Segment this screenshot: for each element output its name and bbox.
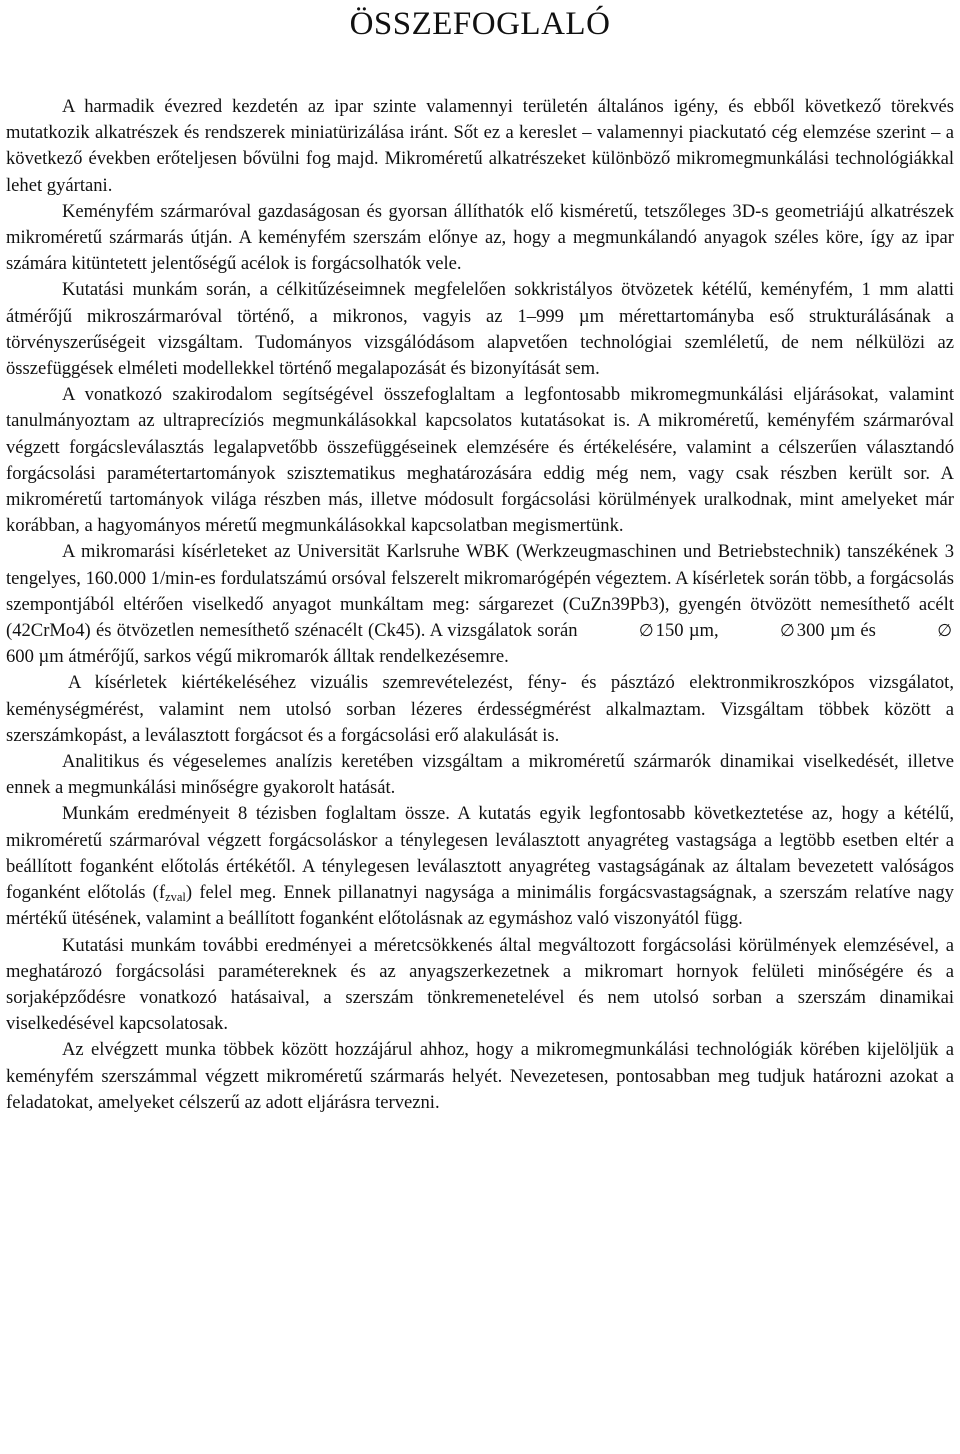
diameter-symbol-icon: ∅ [937,621,952,641]
paragraph-3: Kutatási munkám során, a célkitűzéseimnek megfelelően sokkristályos ötvözetek kétélű, keményfém, 1 mm alatti átmérőjű mikroszármaróval történő, a mikronos, vagyis az 1–999 µm mérettartományba eső strukturálásának a törvényszerűségeit vizsgáltam. Tudományos vizsgálódásom alapvetően technológiai szemléletű, de nem nélkülözi az összefüggések elméleti modellekkel történő megalapozását és bizonyítását sem. [6,279,954,380]
feed-subscript: zval [165,890,186,905]
paragraph-8 [6,801,954,932]
paragraph-10: Az elvégzett munka többek között hozzájárul ahhoz, hogy a mikromegmunkálási technológiák körében kijelöljük a keményfém szerszámmal végzett mikroméretű szármarás helyét. Nevezetesen, pontosabban meg tudjuk határozni azokat a feladatokat, amelyeket célszerű az adott eljárásra tervezni. [6,1039,954,1113]
paragraph-5-text: A mikromarási kísérleteket az Universität Karlsruhe WBK (Werkzeugmaschinen und Betriebstechnik) tanszékének 3 tengelyes, 160.000 1/min-es fordulatszámú orsóval felszerelt mikromarógépén végeztem. A kísérletek során több, a forgácsolás szempontjából eltérően viselkedő anyagot munkáltam meg: sárgarezet (CuZn39Pb3), gyengén ötvözött nemesíthető acélt (42CrMo4) és ötvözetlen nemesíthető szénacélt (Ck45). A vizsgálatok során [6,541,954,642]
paragraph-4: A vonatkozó szakirodalom segítségével összefoglaltam a legfontosabb mikromegmunkálási eljárásokat, valamint tanulmányoztam az ultraprecíziós megmunkálásokkal kapcsolatos kutatásokat is. A mikroméretű, keményfém szármaróval végzett forgácsleválasztás legalapvetőbb összefüggéseinek elemzésére és értékelésére, valamint a célszerűen választandó forgácsolási paramétertartományok szisztematikus meghatározására eddig még nem, vagy csak részben került sor. A mikroméretű tartományok világa részben más, illetve módosult forgácsolási körülmények uralkodnak, mint amelyeket már korábban, a hagyományos méretű megmunkálásokkal kapcsolatban megismertünk. [6,384,954,537]
document-body [6,94,954,1116]
paragraph-7: Analitikus és végeselemes analízis keretében vizsgáltam a mikroméretű szármarók dinamikai viselkedését, illetve ennek a megmunkálási minőségre gyakorolt hatását. [6,751,954,799]
diameter-symbol-icon: ∅ [638,621,654,641]
paragraph-5 [6,539,954,670]
paragraph-8-text: Munkám eredményeit 8 tézisben foglaltam össze. A kutatás egyik legfontosabb következtetése az, hogy a kétélű, mikroméretű szármaróval végzett forgácsoláskor a ténylegesen leválasztott anyagréteg vastagsága a legtöbb esetben eltér a beállított foganként előtolás értékétől. A ténylegesen leválasztott anyagréteg vastagságának az általam bevezetett valóságos foganként előtolás (f [6,803,954,904]
document-page [6,0,954,1116]
paragraph-9: Kutatási munkám további eredményei a méretcsökkenés által megváltozott forgácsolási körülmények elemzésével, a meghatározó forgácsolási paramétereknek és az anyagszerkezetnek a mikromart hornyok felületi minőségére és a sorjaképződésre vonatkozó hatásaival, a szerszám tönkremenetelével és nem utolsó sorban a szerszám dinamikai viselkedésével kapcsolatosak. [6,934,954,1035]
diameter-symbol-icon: ∅ [779,621,795,641]
paragraph-8-text-end: ) felel meg. Ennek pillanatnyi nagysága a minimális forgácsvastagságnak, a szerszám relatíve nagy mértékű ütésének, valamint a beállított foganként előtolásnak az egymáshoz való viszonyától függ. [6,882,954,930]
page-title: ÖSSZEFOGLALÓ [349,6,611,42]
diameter-300-text: 300 µm és [796,620,882,642]
paragraph-6: A kísérletek kiértékeléséhez vizuális szemrevételezést, fény- és pásztázó elektronmikroszkópos vizsgálatot, keménységmérést, valamint nem utolsó sorban lézeres érdességmérést alkalmaztam. Vizsgáltam többek között a szerszámkopást, a leválasztott forgácsot és a forgácsolási erő alakulását is. [6,672,954,746]
paragraph-2: Keményfém szármaróval gazdaságosan és gyorsan állíthatók elő kisméretű, tetszőleges 3D-s geometriájú alkatrészek mikroméretű szármarás útján. A keményfém szerszám előnye az, hogy a megmunkálandó anyagok széles köre, így az ipar számára kitüntetett jelentőségű acélok is forgácsolhatók vele. [6,200,954,275]
diameter-150-text: 150 µm, [655,620,724,642]
diameter-600-text: 600 µm átmérőjű, sarkos végű mikromarók álltak rendelkezésemre. [6,646,509,668]
paragraph-1: A harmadik évezred kezdetén az ipar szinte valamennyi területén általános igény, és ebből következő törekvés mutatkozik alkatrészek és rendszerek miniatürizálása iránt. Sőt ez a kereslet – valamennyi piackutató cég elemzése szerint – a következő években erőteljesen bővülni fog majd. Mikroméretű alkatrészeket különböző mikromegmunkálási technológiákkal lehet gyártani. [6,96,954,196]
